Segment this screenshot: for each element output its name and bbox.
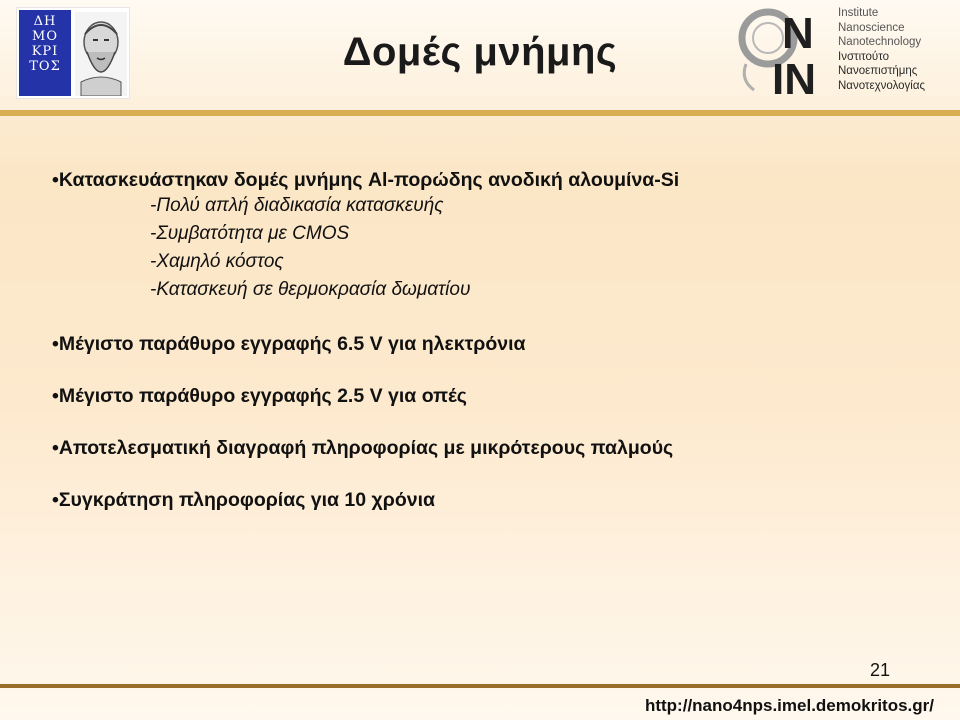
bullet-item: •Κατασκευάστηκαν δομές μνήμης Al-πορώδης ανοδική αλουμίνα-Si	[52, 169, 680, 191]
bullet-item: •Μέγιστο παράθυρο εγγραφής 2.5 V για οπές	[52, 385, 467, 407]
inn-name-gr-3: Νανοτεχνολογίας	[838, 79, 926, 92]
svg-text:IN: IN	[772, 55, 816, 96]
svg-text:N: N	[782, 9, 814, 58]
slide-header	[0, 0, 960, 110]
inn-logo-icon	[738, 4, 834, 96]
inn-name-en-2: Nanoscience	[838, 21, 905, 34]
inn-name-gr-1: Ινστιτούτο	[838, 50, 889, 63]
header-divider	[0, 110, 960, 116]
democritus-logo-icon	[16, 7, 130, 99]
footer-url: http://nano4nps.imel.demokritos.gr/	[644, 696, 934, 715]
inn-name-en-1: Institute	[838, 7, 879, 19]
footer-divider	[0, 684, 960, 688]
bullet-item: •Μέγιστο παράθυρο εγγραφής 6.5 V για ηλεκτρόνια	[52, 333, 526, 355]
democritus-portrait-icon	[75, 12, 127, 96]
slide-number: 21	[870, 660, 891, 680]
inn-name-gr-2: Νανοεπιστήμης	[838, 65, 918, 78]
inn-name-en-3: Nanotechnology	[838, 36, 922, 49]
inn-logo	[738, 4, 950, 96]
democritus-logo-text: ΔΗ ΜΟ ΚΡΙ ΤΟΣ	[19, 10, 71, 96]
slide-title: Δομές μνήμης	[342, 30, 618, 74]
bullet-item: •Συγκράτηση πληροφορίας για 10 χρόνια	[52, 489, 435, 511]
sub-bullet-item: -Συμβατότητα με CMOS	[150, 223, 350, 244]
inn-logo-names	[838, 6, 925, 94]
sub-bullet-item: -Πολύ απλή διαδικασία κατασκευής	[150, 195, 444, 216]
sub-bullet-item: -Κατασκευή σε θερμοκρασία δωματίου	[150, 279, 471, 300]
bullet-item: •Αποτελεσματική διαγραφή πληροφορίας με μικρότερους παλμούς	[52, 437, 674, 459]
slide-body	[52, 168, 912, 512]
sub-bullet-item: -Χαμηλό κόστος	[150, 251, 284, 272]
